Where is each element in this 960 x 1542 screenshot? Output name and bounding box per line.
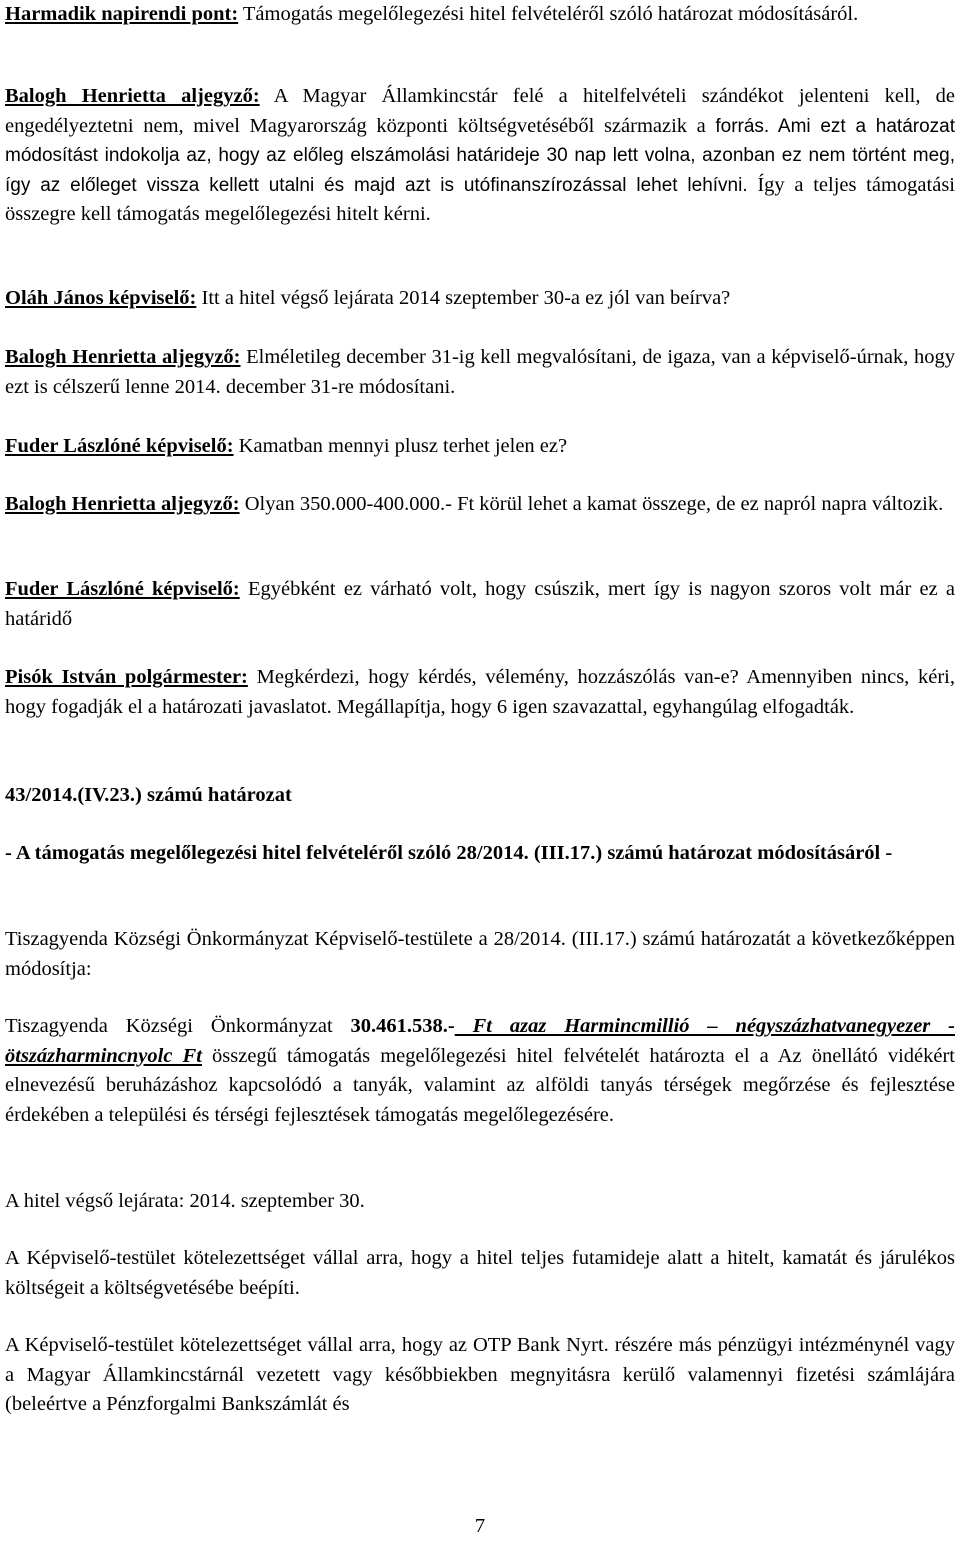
commitment-paragraph: A Képviselő-testület kötelezettséget vállal arra, hogy az OTP Bank Nyrt. részére más pénzügyi intézménynél vagy a Magyar Államkincstárnál vezetett vagy későbbiekben megnyitásra kerülő valamennyi fizetési számlájára (beleértve a Pénzforgalmi Bankszámlát és	[5, 1334, 955, 1415]
speech-paragraph	[5, 284, 955, 314]
speech-text: A Magyar Államkincstár felé a hitelfelvételi szándékot jelenteni kell, de engedélyeztetni nem, mivel Magyarország központi költségvetéséből származik a	[5, 85, 955, 137]
speaker-name: Balogh Henrietta aljegyző:	[5, 493, 240, 515]
document-page	[5, 0, 955, 1537]
speaker-name: Oláh János képviselő:	[5, 287, 197, 309]
speech-text-cont: Így a teljes támogatási összegre kell támogatás megelőlegezési hitelt kérni.	[5, 173, 955, 225]
page-number: 7	[474, 1515, 486, 1537]
speech-text-sans: forrás. Ami ezt a határozat módosítást indokolja az, hogy az előleg elszámolási határideje 30 nap lett volna, azonban ez nem történt meg, így az előleget vissza kellett utalni és majd azt is utófinanszírozással lehet lehívni.	[5, 115, 955, 196]
speech-paragraph	[5, 432, 955, 462]
agenda-item-paragraph	[5, 0, 955, 30]
resolution-title: - A támogatás megelőlegezési hitel felvételéről szóló 28/2014. (III.17.) számú határozat módosításáról -	[5, 842, 893, 864]
speech-paragraph	[5, 82, 955, 230]
resolution-body-text: Tiszagyenda Községi Önkormányzat	[5, 1015, 351, 1037]
speech-text: Megkérdezi, hogy kérdés, vélemény, hozzászólás van-e? Amennyiben nincs, kéri, hogy fogadják el a határozati javaslatot. Megállapítja, hogy 6 igen szavazattal, egyhangúlag elfogadták.	[5, 666, 955, 718]
speech-paragraph	[5, 575, 955, 634]
speech-text: Itt a hitel végső lejárata 2014 szeptember 30-a ez jól van beírva?	[196, 287, 731, 309]
agenda-heading: Harmadik napirendi pont:	[5, 3, 239, 25]
speaker-name: Pisók István polgármester:	[5, 666, 248, 688]
speech-paragraph	[5, 343, 955, 402]
speech-paragraph	[5, 490, 955, 520]
speaker-name: Fuder Lászlóné képviselő:	[5, 435, 234, 457]
speech-text: Olyan 350.000-400.000.- Ft körül lehet a kamat összege, de ez napról napra változik.	[239, 493, 944, 515]
speech-text: Kamatban mennyi plusz terhet jelen ez?	[233, 435, 568, 457]
speaker-name: Balogh Henrietta aljegyző:	[5, 346, 241, 368]
resolution-intro: Tiszagyenda Községi Önkormányzat Képviselő-testülete a 28/2014. (III.17.) számú határozatát a következőképpen módosítja:	[5, 928, 955, 980]
speech-text: Egyébként ez várható volt, hogy csúszik, mert így is nagyon szoros volt már ez a határidő	[5, 578, 955, 630]
loan-maturity: A hitel végső lejárata: 2014. szeptember 30.	[5, 1190, 365, 1212]
speaker-name: Balogh Henrietta aljegyző:	[5, 85, 260, 107]
speaker-name: Fuder Lászlóné képviselő:	[5, 578, 240, 600]
loan-amount: 30.461.538.-	[350, 1015, 455, 1037]
speech-text: Elméletileg december 31-ig kell megvalósítani, de igaza, van a képviselő-úrnak, hogy ezt is célszerű lenne 2014. december 31-re módosítani.	[5, 346, 955, 398]
agenda-text: Támogatás megelőlegezési hitel felvételéről szóló határozat módosításáról.	[238, 3, 859, 25]
resolution-number: 43/2014.(IV.23.) számú határozat	[5, 784, 292, 806]
resolution-body	[5, 1012, 955, 1130]
commitment-paragraph: A Képviselő-testület kötelezettséget vállal arra, hogy a hitel teljes futamideje alatt a hitelt, kamatát és járulékos költségeit a költségvetésébe beépíti.	[5, 1247, 955, 1299]
speech-paragraph	[5, 663, 955, 722]
loan-amount-words: Ft azaz Harmincmillió – négyszázhatvanegyezer - ötszázharmincnyolc Ft	[5, 1015, 955, 1067]
resolution-body-rest: összegű támogatás megelőlegezési hitel felvételét határozta el a Az önellátó vidékért elnevezésű beruházáshoz kapcsolódó a tanyák, valamint az alföldi tanyás térségek megőrzése és fejlesztése érdekében a települési és térségi fejlesztések támogatás megelőlegezésére.	[5, 1044, 956, 1126]
